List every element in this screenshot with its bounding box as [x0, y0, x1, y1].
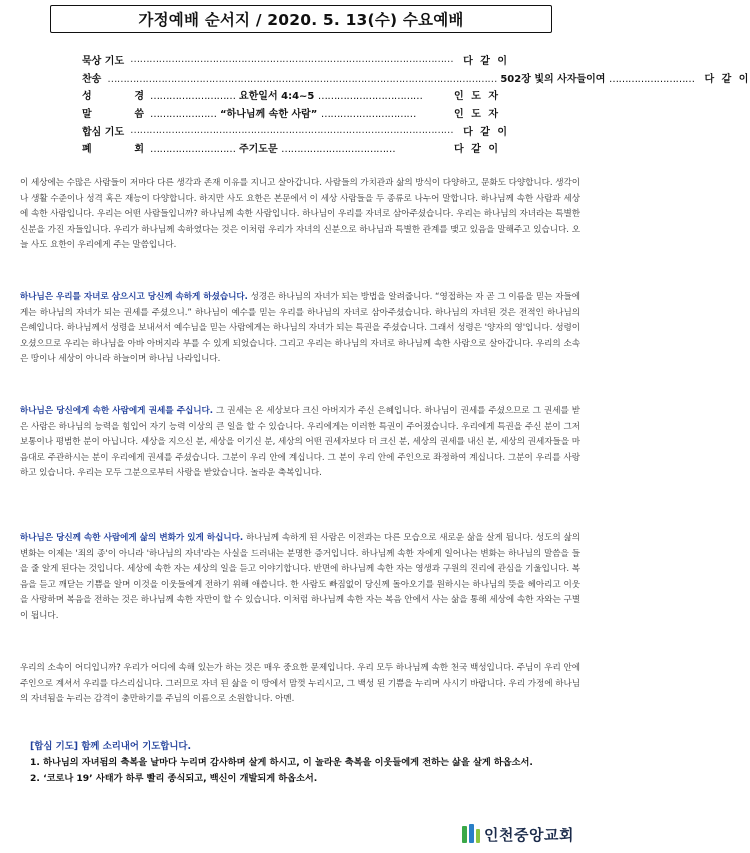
order-person: 인 도 자	[454, 91, 500, 103]
paragraph-lead: 하나님은 당신께 속한 사람에게 삶의 변화가 있게 하십니다.	[20, 533, 244, 543]
order-label: 찬 송	[82, 73, 102, 85]
order-content-text: “하나님께 속한 사람”	[219, 109, 318, 121]
order-label: 성 경	[82, 91, 144, 103]
order-content: ………………… “하나님께 속한 사람” …………………………	[150, 109, 416, 121]
order-content-text: 요한일서 4:4~5	[238, 91, 315, 103]
order-row-sermon	[82, 104, 500, 122]
order-label: 합심 기도	[82, 126, 125, 138]
sermon-paragraph-conclusion	[20, 661, 580, 708]
paragraph-lead: 하나님은 당신에게 속한 사람에게 권세를 주십니다.	[20, 406, 213, 416]
order-row-scripture	[82, 86, 500, 104]
prayer-item: 1. 하나님의 자녀됨의 축복을 날마다 누리며 감사하며 살게 하시고, 이 놀라운 축복을 이웃들에게 전하는 삶을 살게 하옵소서.	[30, 757, 533, 768]
order-row-hymn	[82, 69, 750, 87]
page-title	[50, 5, 552, 33]
order-row-closing	[82, 139, 500, 157]
order-content: ……………………… 주기도문 ………………………………	[150, 144, 396, 156]
order-content-text: 주기도문	[238, 144, 278, 156]
order-content: ………………… ………………………………………………………………………………………… 502장 빛의 사자들이여 ………………………	[101, 70, 704, 85]
order-content: ……………………… 요한일서 4:4~5 ……………………………	[150, 91, 423, 103]
order-content	[124, 125, 463, 136]
sermon-paragraph-1	[20, 290, 580, 368]
worship-order-list	[82, 51, 750, 157]
sermon-paragraph-3	[20, 531, 580, 625]
church-logo	[462, 823, 574, 845]
order-label: 말 씀	[82, 109, 144, 121]
order-row-meditation	[82, 51, 510, 69]
paragraph-text: 성경은 하나님의 자녀가 되는 방법을 알려줍니다. “영접하는 자 곧 그 이름을 믿는 자들에게는 하나님의 자녀가 되는 권세를 주셨으니.” 하나님이 예수를 믿는 우리를 하나님의 자녀로 삼아주셨습니다. 하나님의 자녀된 것은 전적인 하나님의 은혜입니다. 하나님께서 성령을 보내셔서 예수님을 믿는 사람에게는 하나님의 자녀가 되는 특권을 주셨습니다. 그래서 성령은 '양자의 영'입니다. 성령이 오셨으므로 우리는 하나님을 아바 아버지라 부를 수 있게 되었습니다. 그리고 우리는 하나님의 자녀로 하나님께 속한 사람으로 살아갑니다. 우리의 소속은 땅이나 세상이 아니라 하늘이며 하나님 나라입니다.	[20, 292, 580, 365]
joint-prayer-section	[30, 739, 570, 787]
order-person: 다 같 이	[704, 73, 750, 85]
paragraph-text: 우리의 소속이 어디입니까? 우리가 어디에 속해 있는가 하는 것은 매우 중요한 문제입니다. 우리 모두 하나님께 속한 천국 백성입니다. 주님이 우리 안에 주인으로 계셔서 우리를 다스리십니다. 그러므로 자녀 된 삶을 이 땅에서 맘껏 누리시고, 그 백성 된 기쁨을 누리며 사시기 바랍니다. 우리 가정에 하나님의 자녀됨을 누리는 감격이 충만하기를 주님의 이름으로 소원합니다. 아멘.	[20, 663, 580, 705]
order-person: 다 같 이	[463, 56, 510, 68]
order-person: 다 같 이	[454, 144, 500, 156]
prayer-title: [합심 기도] 함께 소리내어 기도합니다.	[30, 741, 192, 752]
order-label: 묵상 기도	[82, 56, 125, 68]
paragraph-lead: 하나님은 우리를 자녀로 삼으시고 당신께 속하게 하셨습니다.	[20, 292, 248, 302]
sermon-paragraph-2	[20, 404, 580, 482]
order-content-text: 502장 빛의 사자들이여	[500, 73, 606, 85]
church-name: 인천중앙교회	[484, 825, 574, 844]
order-content	[124, 54, 463, 65]
prayer-item: 2. ‘코로나 19’ 사태가 하루 빨리 종식되고, 백신이 개발되게 하옵소서.	[30, 773, 318, 784]
order-row-joint-prayer	[82, 121, 510, 139]
order-person: 다 같 이	[463, 126, 510, 138]
sermon-paragraph-intro	[20, 176, 580, 254]
order-person: 인 도 자	[454, 109, 500, 121]
page-title-text: 가정예배 순서지 / 2020. 5. 13(수) 수요예배	[138, 11, 464, 29]
order-label: 폐 회	[82, 144, 144, 156]
paragraph-text: 이 세상에는 수많은 사람들이 저마다 다른 생각과 존재 이유를 지니고 살아갑니다. 사람들의 가치관과 삶의 방식이 다양하고, 문화도 다양합니다. 생각이나 생활 수준이나 성격 혹은 재능이 다양합니다. 하지만 사도 요한은 본문에서 이 세상 사람들을 두 종류로 나누어 말합니다. 하나님께 속한 사람과 세상에 속한 사람입니다. 우리는 어떤 사람들입니까? 하나님께 속한 사람입니다. 하나님이 우리를 자녀로 삼아주셨습니다. 우리는 하나님의 자녀라는 특별한 신분을 가진 자들입니다. 우리가 하나님께 속하였다는 것은 이처럼 우리가 자녀의 신분으로 하나님과 특별한 관계를 맺고 있음을 말해주고 있습니다. 오늘 사도 요한이 우리에게 주는 말씀입니다.	[20, 178, 580, 251]
church-logo-icon	[462, 824, 480, 844]
paragraph-text: 하나님께 속하게 된 사람은 이전과는 다른 모습으로 새로운 삶을 살게 됩니다. 성도의 삶의 변화는 이제는 '죄의 종'이 아니라 '하나님의 자녀'라는 사실을 드러내는 분명한 증거입니다. 하나님께 속한 자에게 일어나는 변화는 하나님의 말씀을 들을 줄 알게 된다는 것입니다. 세상에 속한 자는 세상의 일을 듣고 이야기합니다. 반면에 하나님께 속한 자는 영생과 구원의 진리에 관심을 기울입니다. 복음을 듣고 깨닫는 기쁨을 알며 이것을 이웃들에게 전하기 위해 애씁니다. 한 사람도 빠짐없이 당신께 돌아오기를 원하시는 하나님의 뜻을 헤아리고 이웃을 사랑하며 복음을 전하는 것은 하나님께 속한 자만이 할 수 있습니다. 이처럼 하나님께 속한 자는 복음 안에서 사는 삶을 통해 세상에 속한 자와는 구별이 됩니다.	[20, 533, 580, 621]
paragraph-text: 그 권세는 온 세상보다 크신 아버지가 주신 은혜입니다. 하나님이 권세를 주셨으므로 그 권세를 받은 사람은 하나님의 능력을 힘입어 자기 능력 이상의 큰 일을 할 수 있습니다. 우리에게는 이러한 특권이 주어졌습니다. 우리에게 특권을 주신 분이 그저 보통이나 평범한 분이 아닙니다. 세상을 지으신 분, 세상을 이기신 분, 세상의 어떤 권세자보다 더 크신 분, 세상의 권세를 내신 분, 세상의 권세자들을 마음대로 주관하시는 분이 우리에게 권세를 주셨습니다. 그분이 우리 안에 계십니다. 그 분이 우리 안에 주인으로 좌정하여 계십니다. 그분이 우리를 사랑하고 있습니다. 우리는 모두 그분으로부터 사랑을 받았습니다. 놀라운 축복입니다.	[20, 406, 580, 479]
